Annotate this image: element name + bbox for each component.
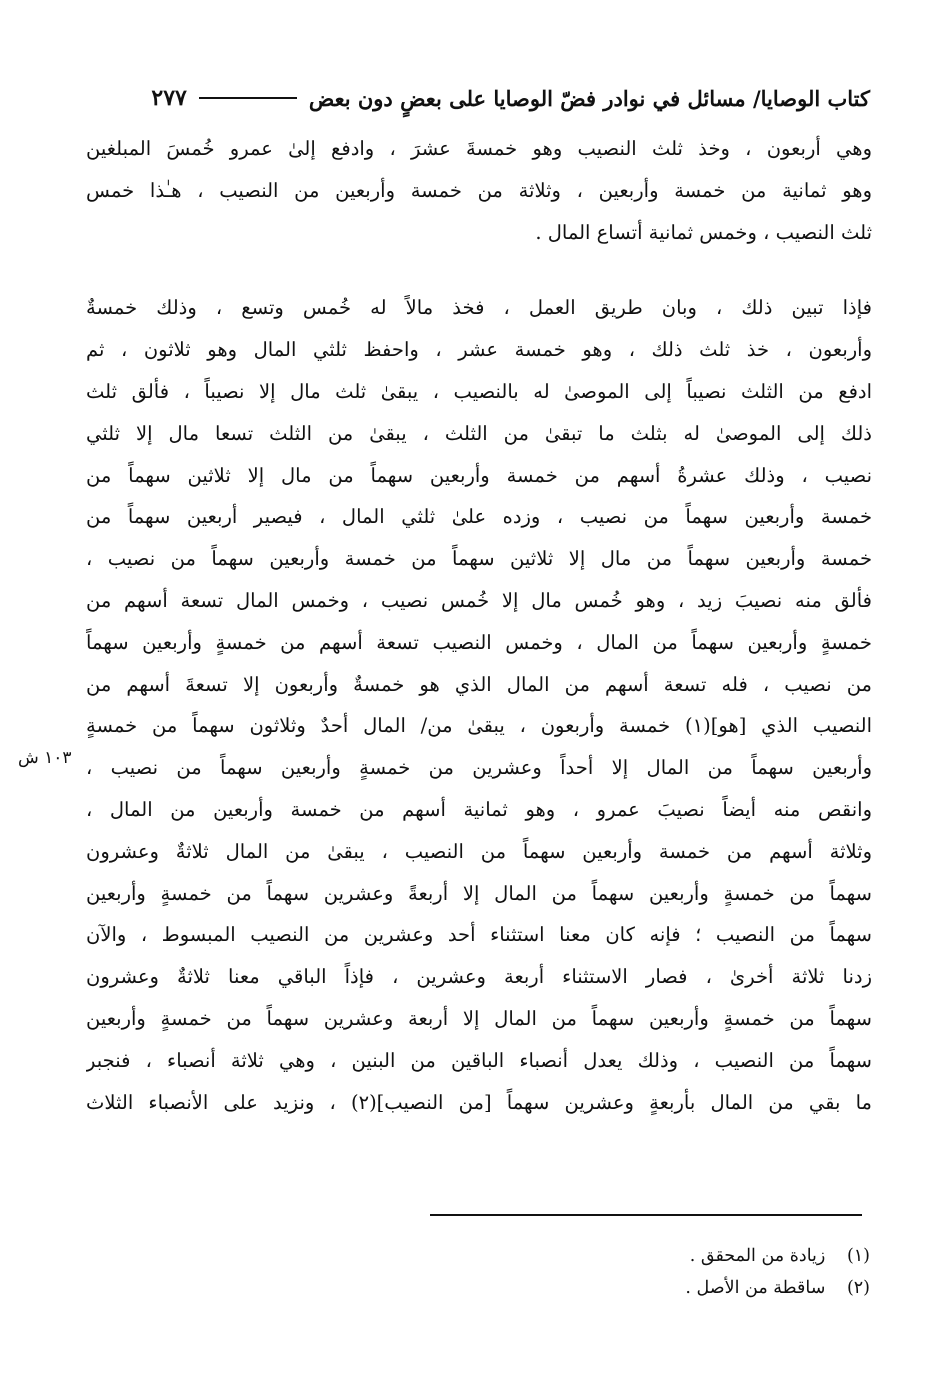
text-line: خمسة وأربعين سهماً من نصيب ، وزده علىٰ ثلثي المال ، فيصير أربعين سهماً من (86, 505, 872, 529)
text-line: وهي أربعون ، وخذ ثلث النصيب وهو خمسةَ عشرَ ، وادفع إلىٰ عمرو خُمسَ المبلغين (86, 137, 872, 160)
text-line: خمسةٍ وأربعين سهماً من المال ، وخمس النصيب تسعة أسهم من خمسةٍ وأربعين سهماً (86, 630, 872, 654)
text-line: من نصيب ، فله تسعة أسهم من المال الذي هو خمسةٌ وأربعون إلا تسعةَ أسهم من (86, 672, 872, 696)
text-line: وانقص منه أيضاً نصيبَ عمرو ، وهو ثمانية أسهم من خمسة وأربعين من المال ، (86, 797, 872, 821)
footnote-text: ساقطة من الأصل . (685, 1278, 826, 1298)
header-title: كتاب الوصايا/ مسائل في نوادر فضّ الوصايا على بعضٍ دون بعض (308, 85, 870, 111)
body-text (86, 128, 872, 1123)
text-line: ذلك إلى الموصىٰ له بثلث ما تبقىٰ من الثلث ، يبقىٰ من الثلث تسعا مال إلا ثلثي (86, 421, 872, 445)
text-line: فألق منه نصيبَ زيد ، وهو خُمس مال إلا خُمس نصيب ، وخمس المال تسعة أسهم من (86, 588, 872, 612)
header-rule (199, 97, 297, 99)
text-line: سهماً من النصيب ؛ فإنه كان معنا استثناء أحد وعشرين من النصيب المبسوط ، والآن (86, 923, 872, 947)
paragraph-2 (86, 287, 872, 1123)
text-line: سهماً من خمسةٍ وأربعين سهماً من المال إلا أربعة وعشرين سهماً من خمسةٍ وأربعين (86, 1006, 872, 1030)
text-line: وهو ثمانية من خمسة وأربعين ، وثلاثة من خمسة وأربعين من النصيب ، هـٰذا خمس (86, 178, 872, 202)
footnote (430, 1272, 870, 1304)
text-line: زدنا ثلاثة أخرىٰ ، فصار الاستثناء أربعة وعشرين ، فإذاً الباقي معنا ثلاثةٌ وعشرون (86, 965, 872, 989)
footnote-number: (١) (846, 1246, 870, 1266)
paragraph-gap (86, 253, 872, 287)
text-line: سهماً من خمسةٍ وأربعين سهماً من المال إلا أربعةً وعشرين سهماً من خمسةٍ وأربعين (86, 881, 872, 905)
margin-note: ١٠٣ ش (18, 748, 72, 768)
footnotes (430, 1240, 870, 1304)
footnote-number: (٢) (846, 1278, 870, 1298)
text-line: ادفع من الثلث نصيباً إلى الموصىٰ له بالنصيب ، يبقىٰ ثلث مال إلا نصيباً ، فألق ثلث (86, 379, 872, 403)
text-line: وثلاثة أسهم من خمسة وأربعين سهماً من النصيب ، يبقىٰ من المال ثلاثةٌ وعشرون (86, 839, 872, 863)
text-line: ما بقي من المال بأربعةٍ وعشرين سهماً [من النصيب](٢) ، ونزيد على الأنصباء الثلاث (86, 1090, 872, 1114)
footnote-rule (430, 1214, 862, 1216)
text-line: ثلث النصيب ، وخمس ثمانية أتساع المال . (535, 220, 872, 244)
page-number: ٢٧٧ (151, 85, 187, 111)
paragraph-1 (86, 128, 872, 253)
footnote (430, 1240, 870, 1272)
text-line: نصيب ، وذلك عشرةُ أسهم من خمسة وأربعين سهماً من مال إلا ثلاثين سهماً من (86, 463, 872, 487)
text-line: فإذا تبين ذلك ، وبان طريق العمل ، فخذ مالاً له خُمس وتسع ، وذلك خمسةٌ (86, 296, 872, 320)
running-header (92, 78, 870, 118)
text-line: النصيب الذي [هو](١) خمسة وأربعون ، يبقىٰ من/ المال أحدٌ وثلاثون سهماً من خمسةٍ (86, 714, 872, 738)
text-line: سهماً من النصيب ، وذلك يعدل أنصباء الباقين من البنين ، وهي ثلاثة أنصباء ، فنجبر (86, 1048, 872, 1072)
text-line: وأربعين سهماً من المال إلا أحداً وعشرين من خمسةٍ وأربعين سهماً من نصيب ، (86, 756, 872, 780)
text-line: وأربعون ، خذ ثلث ذلك ، وهو خمسة عشر ، واحفظ ثلثي المال وهو ثلاثون ، ثم (86, 338, 872, 362)
text-line: خمسة وأربعين سهماً من مال إلا ثلاثين سهماً من خمسة وأربعين سهماً من نصيب ، (86, 547, 872, 571)
footnote-text: زيادة من المحقق . (689, 1246, 826, 1266)
